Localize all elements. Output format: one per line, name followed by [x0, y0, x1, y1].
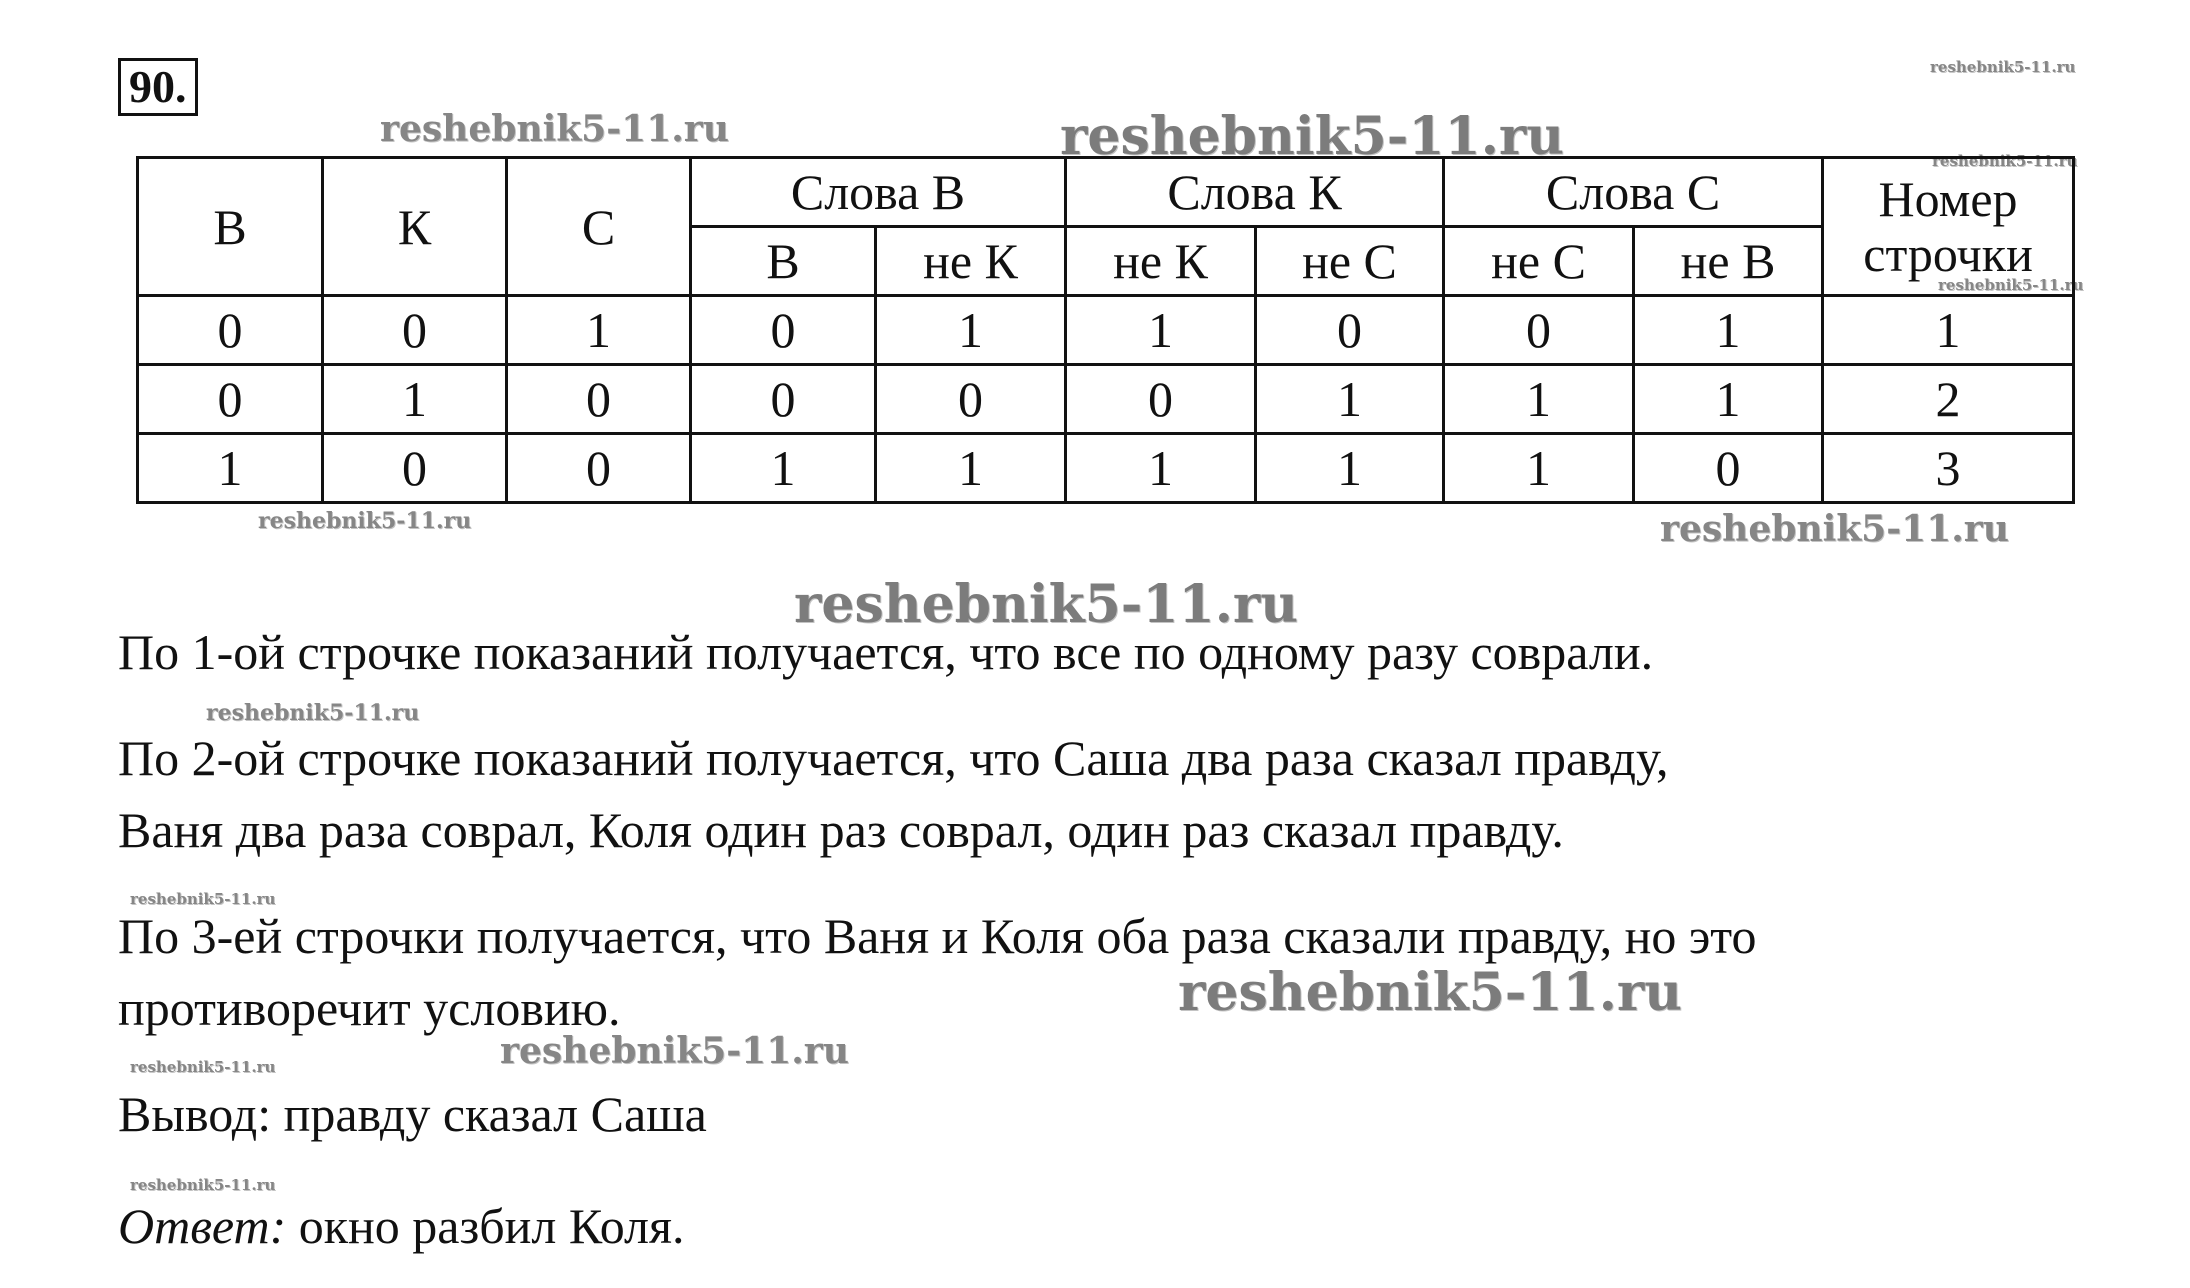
answer-text: окно разбил Коля.: [286, 1198, 685, 1254]
table-cell: 3: [1823, 434, 2074, 503]
header-sub-cell: не К: [876, 227, 1066, 296]
paragraph-row-1: По 1-ой строчке показаний получается, что все по одному разу соврали.: [118, 624, 1654, 680]
task-number: 90.: [118, 58, 198, 116]
header-cell-k: К: [323, 158, 507, 296]
table-cell: 0: [691, 365, 876, 434]
table-cell: 1: [1256, 434, 1444, 503]
watermark: reshebnik5-11.ru: [380, 108, 729, 150]
paragraph-row-2-line-1: По 2-ой строчке показаний получается, что Саша два раза сказал правду,: [118, 730, 1669, 786]
watermark: reshebnik5-11.ru: [258, 508, 472, 534]
table-cell: 1: [1066, 296, 1256, 365]
answer-label: Ответ:: [118, 1198, 287, 1254]
header-sub-cell: не С: [1256, 227, 1444, 296]
paragraph-row-3-line-2: противоречит условию.: [118, 980, 621, 1036]
watermark: reshebnik5-11.ru: [130, 1176, 276, 1194]
watermark: reshebnik5-11.ru: [130, 890, 276, 908]
table-cell: 1: [138, 434, 323, 503]
watermark: reshebnik5-11.ru: [500, 1030, 849, 1072]
watermark: reshebnik5-11.ru: [1660, 508, 2009, 550]
table-cell: 2: [1823, 365, 2074, 434]
table-cell: 0: [876, 365, 1066, 434]
watermark: reshebnik5-11.ru: [1938, 276, 2084, 294]
table-cell: 1: [1066, 434, 1256, 503]
watermark: reshebnik5-11.ru: [1932, 152, 2078, 170]
table-cell: 0: [1256, 296, 1444, 365]
table-cell: 0: [691, 296, 876, 365]
table-cell: 1: [323, 365, 507, 434]
table-cell: 1: [507, 296, 691, 365]
truth-table: [136, 156, 2075, 504]
table-cell: 1: [1444, 434, 1634, 503]
header-group-words-v: Слова В: [691, 158, 1066, 227]
table-cell: 0: [1444, 296, 1634, 365]
watermark: reshebnik5-11.ru: [1178, 962, 1683, 1023]
watermark: reshebnik5-11.ru: [1060, 106, 1565, 167]
table-row: [138, 434, 2074, 503]
table-row: [138, 296, 2074, 365]
table-cell: 1: [1256, 365, 1444, 434]
watermark: reshebnik5-11.ru: [794, 574, 1299, 635]
table-cell: 1: [1823, 296, 2074, 365]
paragraph-row-3-line-1: По 3-ей строчки получается, что Ваня и Коля оба раза сказали правду, но это: [118, 908, 1757, 964]
table-cell: 0: [507, 365, 691, 434]
table-cell: 0: [1634, 434, 1823, 503]
watermark: reshebnik5-11.ru: [206, 700, 420, 726]
watermark: reshebnik5-11.ru: [1930, 58, 2076, 76]
table-cell: 1: [1634, 365, 1823, 434]
header-cell-v: В: [138, 158, 323, 296]
answer-line: [118, 1190, 685, 1262]
table-cell: 1: [876, 296, 1066, 365]
table-cell: 0: [138, 296, 323, 365]
header-group-words-s: Слова С: [1444, 158, 1823, 227]
table-cell: 0: [138, 365, 323, 434]
conclusion: Вывод: правду сказал Саша: [118, 1086, 707, 1142]
table-row: [138, 365, 2074, 434]
header-sub-cell: не С: [1444, 227, 1634, 296]
table-cell: 1: [691, 434, 876, 503]
header-sub-cell: не В: [1634, 227, 1823, 296]
table-cell: 0: [323, 296, 507, 365]
table-cell: 0: [323, 434, 507, 503]
header-sub-cell: В: [691, 227, 876, 296]
table-cell: 1: [1634, 296, 1823, 365]
header-cell-s: С: [507, 158, 691, 296]
table-cell: 0: [1066, 365, 1256, 434]
table-cell: 1: [876, 434, 1066, 503]
header-cell-row-number: Номер строчки: [1823, 158, 2074, 296]
table-cell: 0: [507, 434, 691, 503]
paragraph-row-2-line-2: Ваня два раза соврал, Коля один раз соврал, один раз сказал правду.: [118, 802, 1564, 858]
watermark: reshebnik5-11.ru: [130, 1058, 276, 1076]
header-sub-cell: не К: [1066, 227, 1256, 296]
header-group-words-k: Слова К: [1066, 158, 1444, 227]
table-cell: 1: [1444, 365, 1634, 434]
